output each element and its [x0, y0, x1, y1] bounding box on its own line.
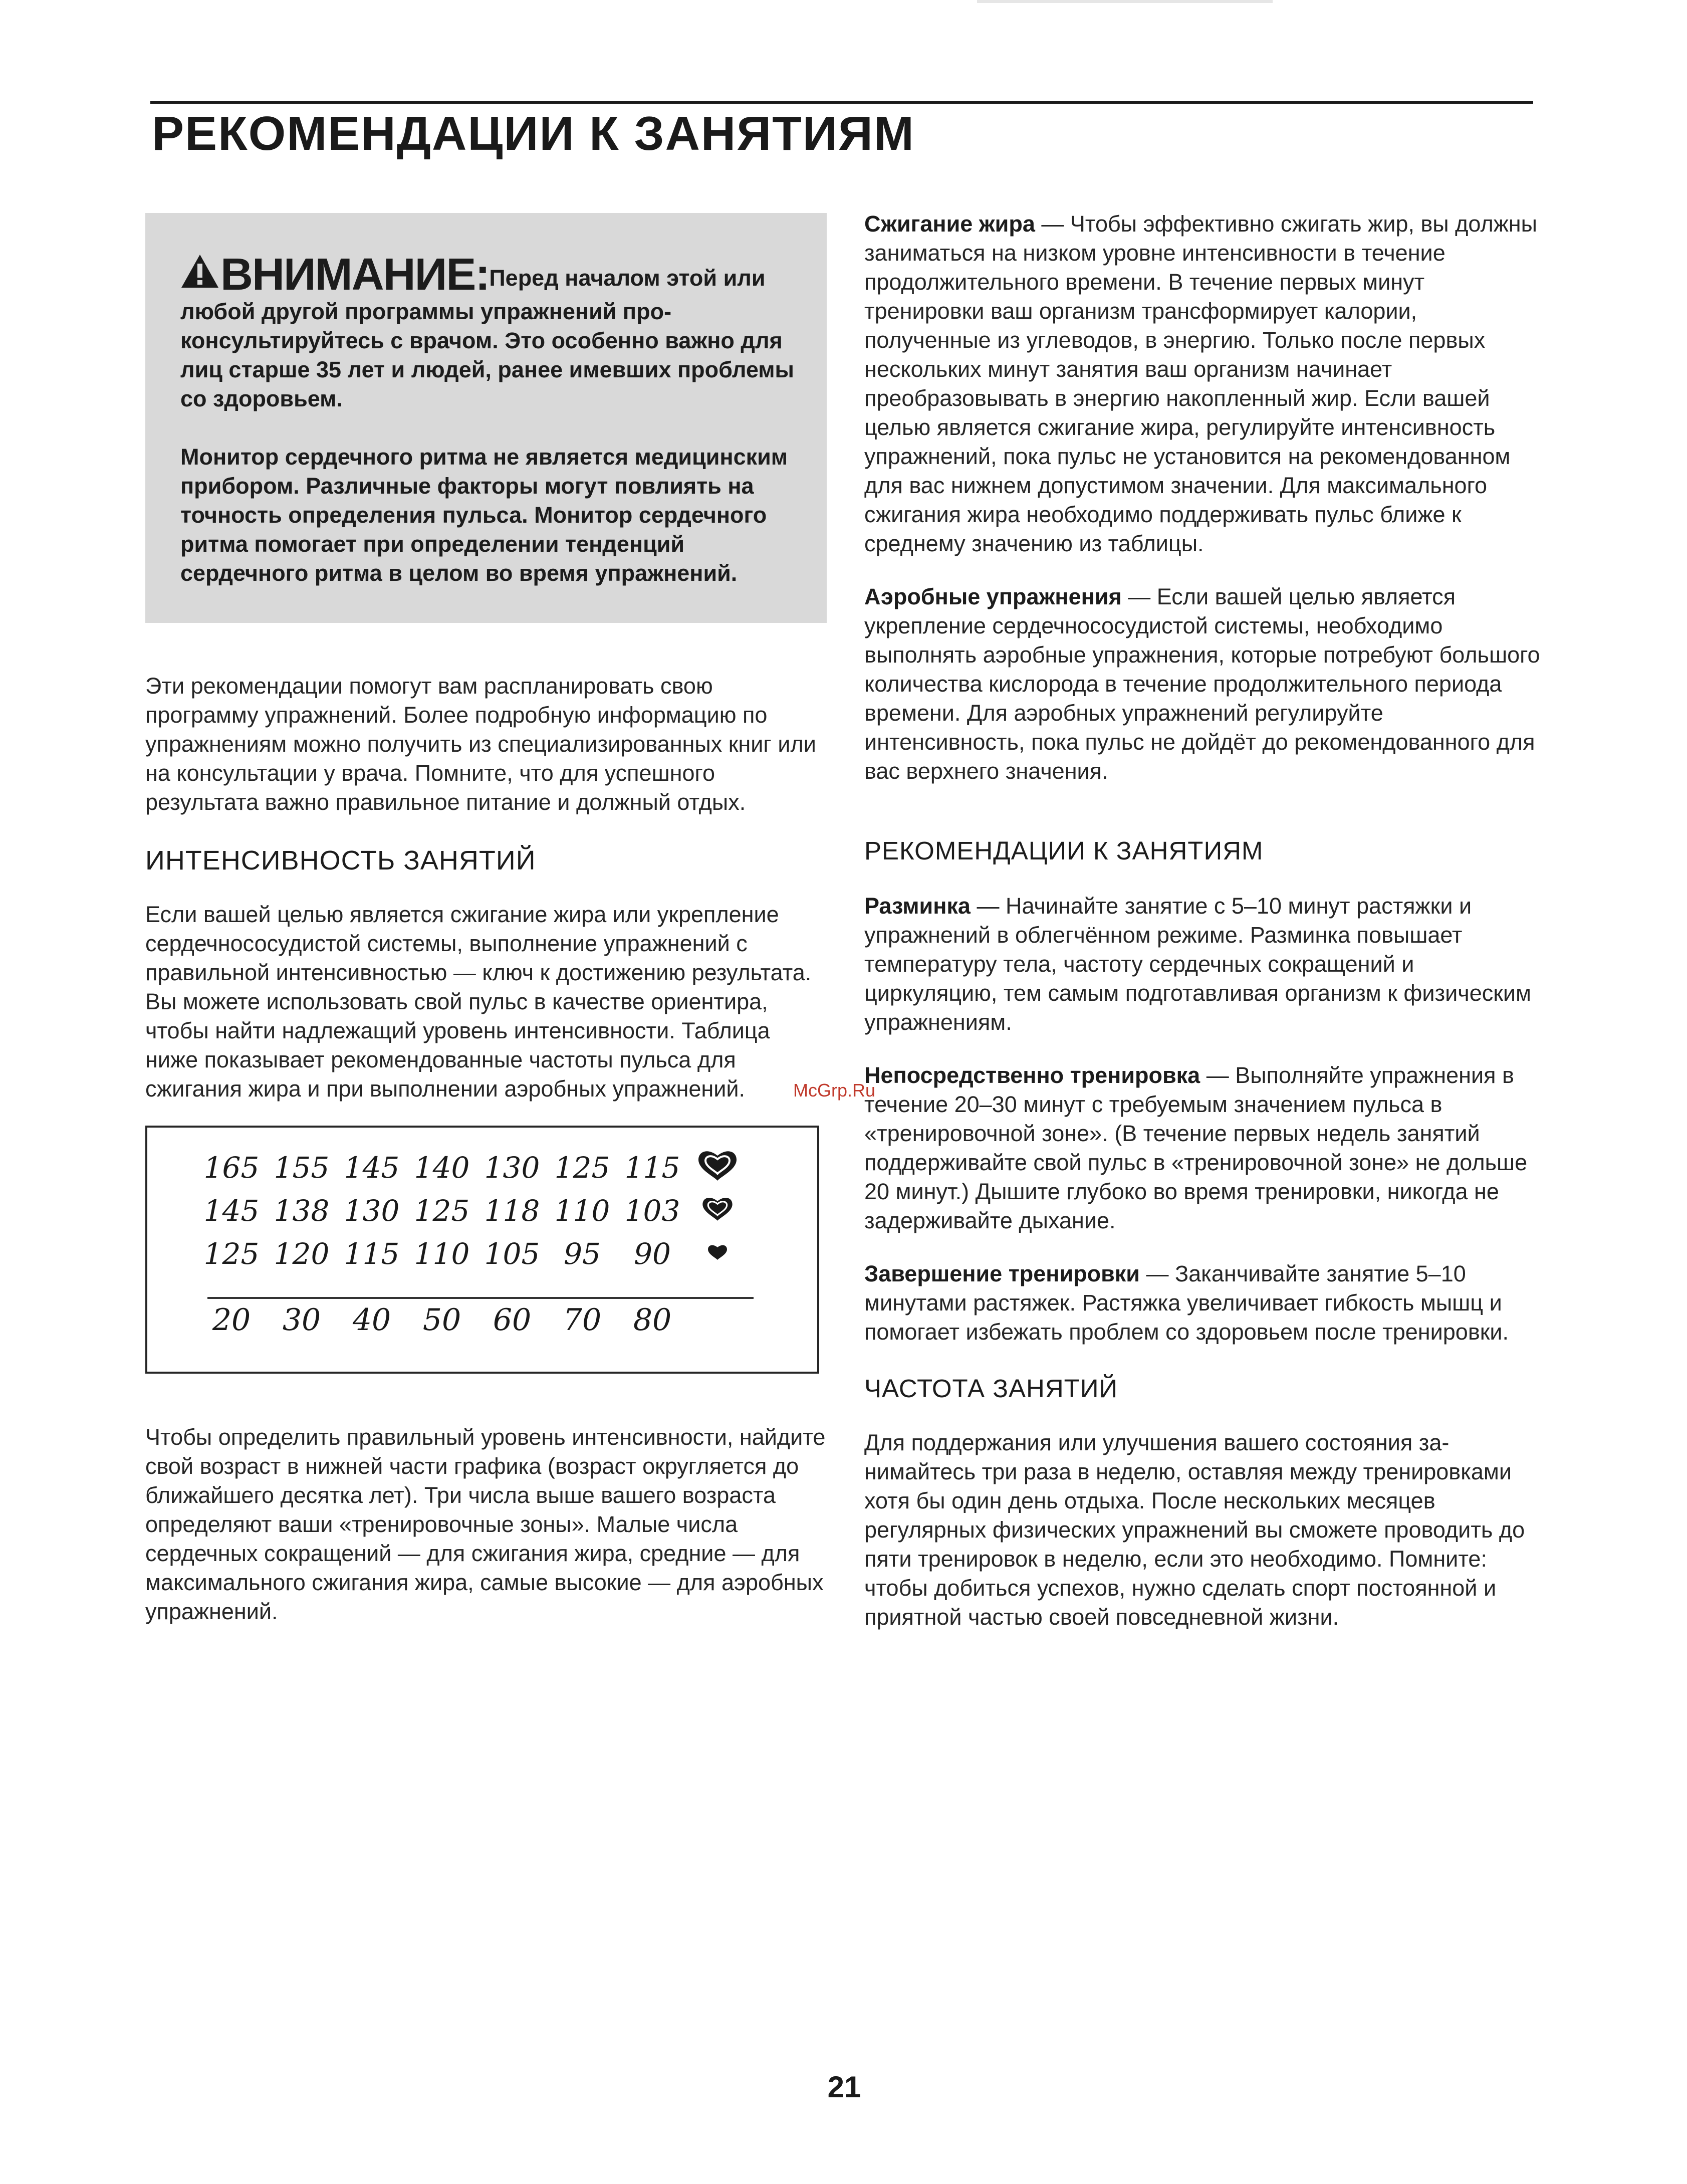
heart-rate-value: 115	[344, 1237, 400, 1271]
heart-rate-value: 138	[274, 1194, 330, 1228]
after-chart-paragraph: Чтобы определить правильный уровень интенсивности, найдите свой возраст в нижней части графика (возраст округляется до ближайшего десятка лет). Три числа выше вашего возраста определяют ваши «тренировочные зоны». Малые числа сердечных сокращений — для сжигания жира, средние — для максимального сжигания жира, самые высокие — для аэробных упражнений.	[145, 1424, 826, 1624]
warning-paragraph-1	[180, 252, 797, 413]
training-label: Непосредственно тренировка	[864, 1062, 1200, 1088]
heart-rate-chart	[145, 1126, 819, 1374]
warmup-text: — Начинайте занятие с 5–10 минут растяжки и упражнений в облегчённом режиме. Разминка повышает температуру тела, частоту сердечных сокращений и циркуляцию, тем самым подготавливая организм к физическим упражнениям.	[864, 893, 1531, 1035]
heart-rate-value: 115	[624, 1151, 680, 1185]
age-label: 30	[282, 1302, 321, 1338]
heart-rate-value: 155	[274, 1151, 330, 1185]
heart-rate-value: 145	[203, 1194, 260, 1228]
fat-burn-paragraph	[864, 209, 1546, 558]
heart-rate-value: 145	[344, 1151, 400, 1185]
workout-heading: РЕКОМЕНДАЦИИ К ЗАНЯТИЯМ	[864, 836, 1264, 865]
age-label: 50	[422, 1302, 461, 1338]
heart-rate-value: 140	[414, 1151, 470, 1185]
heart-medium-icon	[702, 1198, 732, 1221]
heart-rate-value: 110	[414, 1237, 470, 1271]
intro-paragraph: Эти рекомендации помогут вам распланировать свою программу упражнений. Более подробную информацию по упражнениям можно получить из специализированных книг или на консультации у врача. Помните, что для успешного результата важно правильное питание и должный отдых.	[145, 673, 816, 815]
age-label: 20	[212, 1302, 251, 1338]
cooldown-text: — Заканчивайте занятие 5–10 минутами растяжек. Растяжка увеличивает гибкость мышц и помогает избежать проблем со здоровьем после тренировки.	[864, 1261, 1509, 1345]
heart-rate-value: 130	[344, 1194, 400, 1228]
title-rule	[150, 101, 1533, 104]
heart-rate-value: 103	[624, 1194, 680, 1228]
left-column	[145, 213, 827, 1626]
page-title: РЕКОМЕНДАЦИИ К ЗАНЯТИЯМ	[152, 107, 915, 160]
age-label: 60	[493, 1302, 532, 1338]
age-label: 80	[633, 1302, 672, 1338]
heart-rate-value: 125	[203, 1237, 260, 1271]
cooldown-paragraph	[864, 1259, 1546, 1347]
intensity-paragraph: Если вашей целью является сжигание жира или укрепление сердечнососудистой системы, выполнение упражнений с правильной интенсивностью — ключ к достижению результата. Вы можете использовать свой пульс в качестве ориентира, чтобы найти надлежащий уровень интенсивности. Таблица ниже показывает рекомендованные частоты пульса для сжигания жира и при выполнении аэробных упражнений.	[145, 902, 812, 1102]
warning-heading: ВНИМАНИЕ:	[220, 250, 490, 300]
page-number: 21	[827, 2070, 861, 2104]
cooldown-label: Завершение тренировки	[864, 1261, 1140, 1286]
intensity-heading: ИНТЕНСИВНОСТЬ ЗАНЯТИЙ	[145, 845, 536, 876]
heart-rate-value: 125	[554, 1151, 610, 1185]
heart-rate-value: 120	[274, 1237, 330, 1271]
warning-box	[145, 213, 827, 623]
training-paragraph	[864, 1061, 1546, 1235]
warning-text-2: Монитор сердечного ритма не является медицинским прибором. Различные факторы могут повлиять на точность определения пульса. Монитор сердечного ритма помогает при определении тенденций сердечного ритма в целом во время упражнений.	[180, 444, 788, 586]
heart-rate-value: 125	[414, 1194, 470, 1228]
watermark: McGrp.Ru	[793, 1080, 876, 1101]
fat-burn-label: Сжигание жира	[864, 211, 1035, 237]
heart-small-icon	[708, 1245, 727, 1260]
warning-triangle-icon	[180, 254, 219, 289]
heart-large-icon	[698, 1151, 737, 1181]
heart-rate-value: 110	[554, 1194, 610, 1228]
aerobic-text: — Если вашей целью является укрепление сердечнососудистой системы, необходимо выполнять аэробные упражнения, которые потребуют большого количества кислорода в течение продолжительного периода времени. Для аэробных упражнений регулируйте интенсивность, пока пульс не дойдёт до рекомендованного для вас верхнего значения.	[864, 584, 1540, 784]
aerobic-paragraph	[864, 582, 1546, 786]
heart-rate-value: 95	[564, 1237, 601, 1271]
heart-rate-value: 105	[484, 1237, 540, 1271]
warmup-paragraph	[864, 892, 1546, 1037]
heart-rate-value: 130	[484, 1151, 540, 1185]
fat-burn-text: — Чтобы эффективно сжигать жир, вы должны заниматься на низком уровне интенсивности в течение продолжительного времени. В течение первых минут тренировки ваш организм трансформирует калории, полученные из углеводов, в энергию. Только после первых нескольких минут занятия ваш организм начинает преобразовывать в энергию накопленный жир. Если вашей целью является сжигание жира, регулируйте интенсивность упражнений, пока пульс не установится на рекомендованном для вас нижнем допустимом значении. Для максимального сжигания жира необходимо поддерживать пульс ближе к среднему значению из таблицы.	[864, 211, 1537, 556]
heart-rate-chart-svg	[147, 1128, 817, 1372]
age-label: 70	[563, 1302, 602, 1338]
right-column	[864, 209, 1546, 1632]
heart-rate-value: 165	[203, 1151, 260, 1185]
warning-lead: Перед началом этой	[489, 265, 717, 291]
heart-rate-value: 118	[484, 1194, 540, 1228]
aerobic-label: Аэробные упражнения	[864, 584, 1122, 609]
warning-text-1: или любой другой программы упражнений проконсультируйтесь с врачом. Это особенно важно для лиц старше 35 лет и людей, ранее имевших проблемы со здоровьем.	[180, 265, 794, 411]
frequency-paragraph: Для поддержания или улучшения вашего состояния занимайтесь три раза в неделю, оставляя между тренировками хотя бы один день отдыха. После нескольких месяцев регулярных физических упражнений вы сможете проводить до пяти тренировок в неделю, если это необходимо. Помните: чтобы добиться успехов, нужно сделать спорт постоянной и приятной частью своей повседневной жизни.	[864, 1430, 1525, 1630]
training-text: — Выполняйте упражнения в течение 20–30 минут с требуемым значением пульса в «тренировочной зоне». (В течение первых недель занятий поддерживайте свой пульс в «тренировочной зоне» не дольше 20 минут.) Дышите глубоко во время тренировки, никогда не задерживайте дыхание.	[864, 1062, 1528, 1233]
warmup-label: Разминка	[864, 893, 971, 919]
top-edge-tab	[977, 0, 1273, 3]
heart-rate-value: 90	[634, 1237, 671, 1271]
age-label: 40	[352, 1302, 391, 1338]
frequency-heading: ЧАСТОТА ЗАНЯТИЙ	[864, 1374, 1118, 1403]
